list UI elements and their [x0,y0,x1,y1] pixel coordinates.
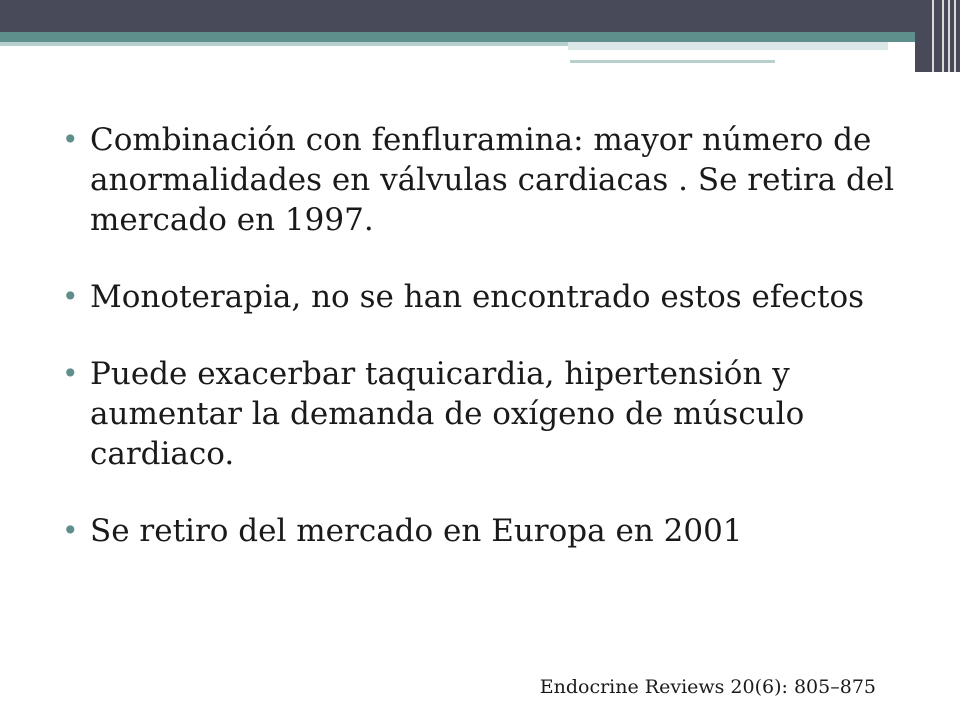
accent-band [0,32,915,42]
corner-decoration [915,0,960,72]
citation: Endocrine Reviews 20(6): 805–875 [539,676,876,698]
accent-thin-line [570,60,775,63]
bullet-1-text: Combinación con fenfluramina: mayor número de anormalidades en válvulas cardiacas . Se retira del mercado en 1997. [90,122,895,238]
accent-light-band-right [568,42,888,50]
bullet-2 [62,277,902,317]
bullet-4 [62,511,902,551]
bullet-3 [62,354,902,474]
bullet-1 [62,120,902,240]
bullet-4-text: Se retiro del mercado en Europa en 2001 [90,513,743,549]
accent-light-band [0,42,568,46]
top-bar [0,0,960,32]
bullet-3-text: Puede exacerbar taquicardia, hipertensión y aumentar la demanda de oxígeno de músculo cardiaco. [90,356,805,472]
bullet-2-text: Monoterapia, no se han encontrado estos efectos [90,279,865,315]
slide-content [62,120,902,588]
